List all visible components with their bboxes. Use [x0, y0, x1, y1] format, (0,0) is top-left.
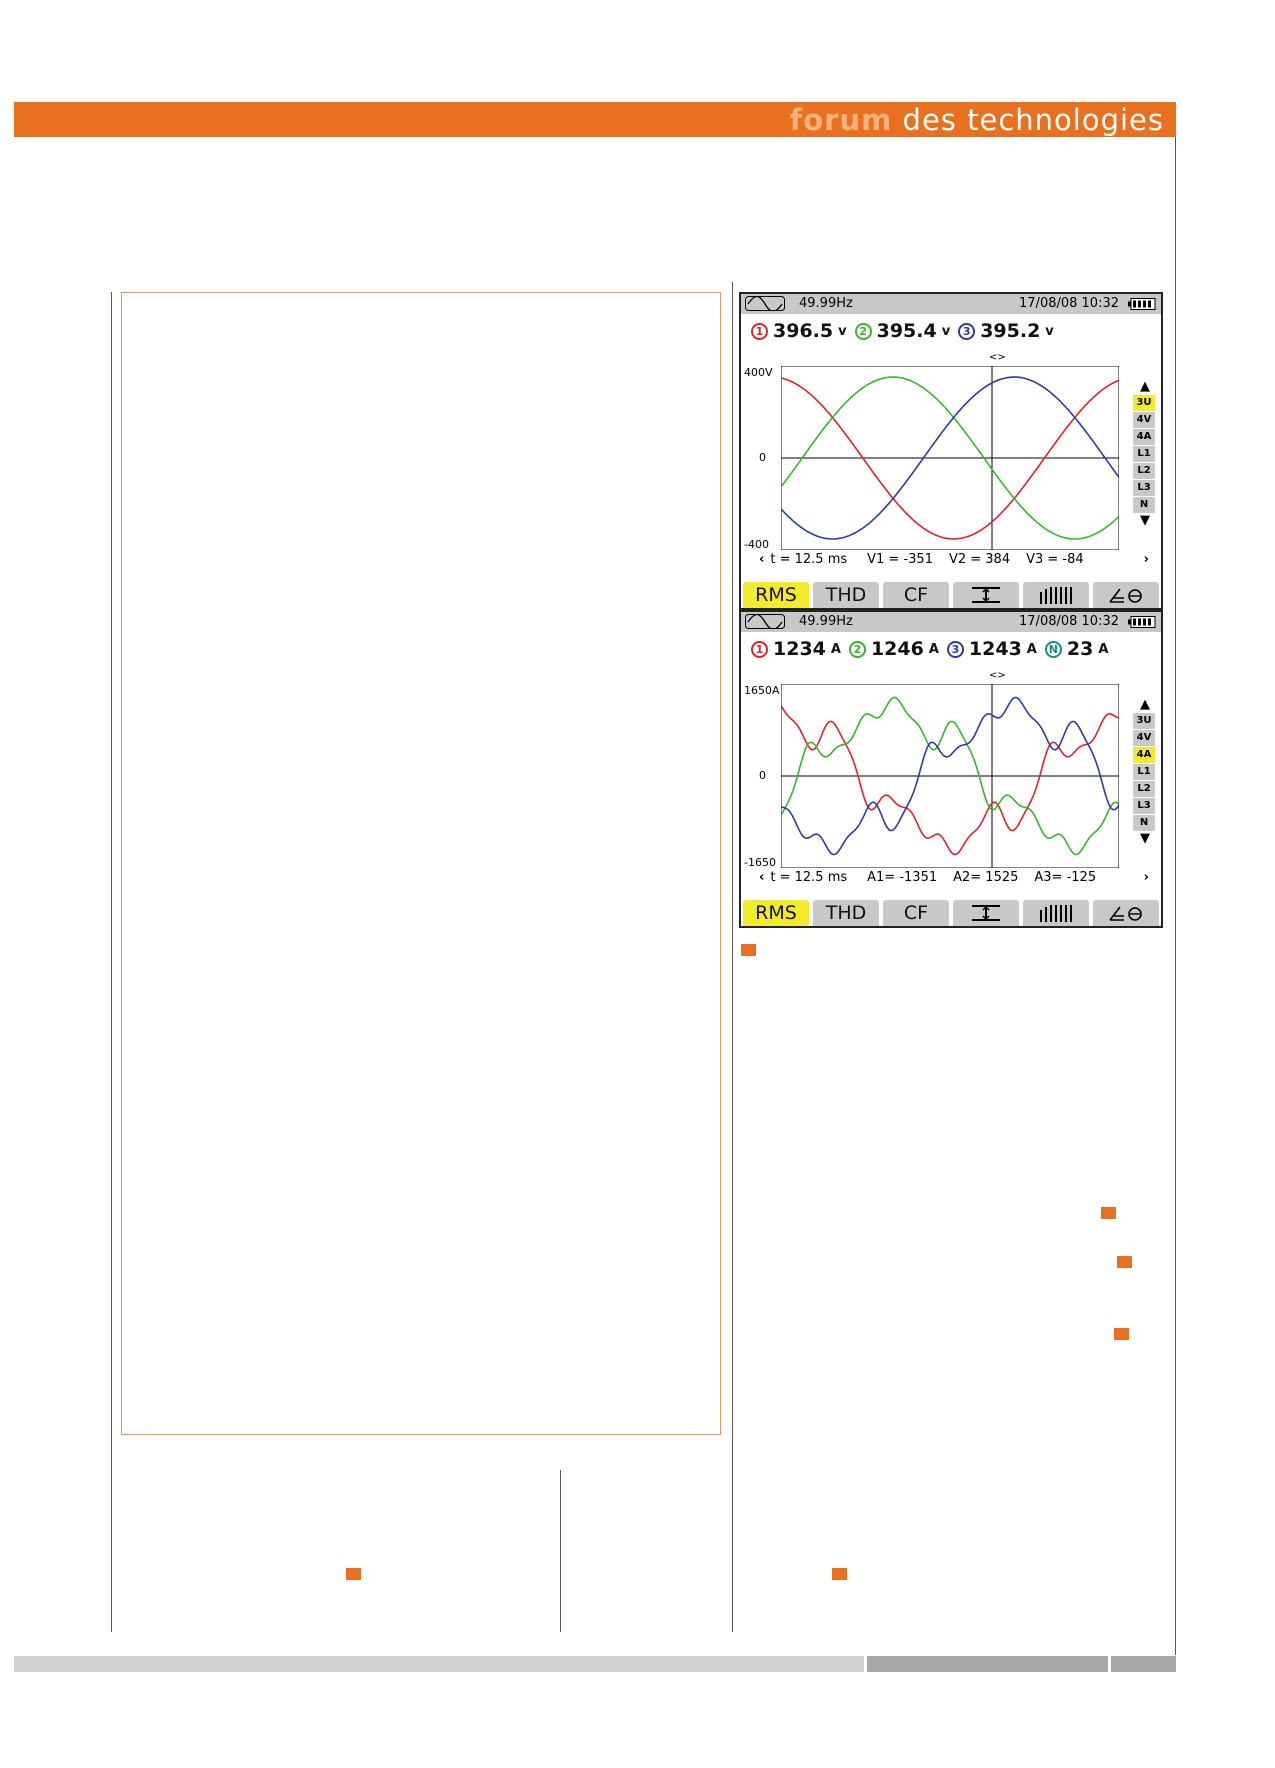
- readings-row: [751, 636, 1116, 662]
- scope-option-l2[interactable]: L2: [1133, 781, 1155, 797]
- phase-reading: [751, 638, 841, 660]
- cursor-value: V3 = -84: [1026, 552, 1084, 567]
- phase-unit: v: [1045, 323, 1054, 339]
- cursor-value: t = 12.5 ms: [770, 870, 848, 885]
- phase-badge: 1: [751, 323, 768, 340]
- datetime: 17/08/08 10:32: [1019, 614, 1119, 629]
- phase-badge: N: [1045, 641, 1062, 658]
- scope-option-l3[interactable]: L3: [1133, 798, 1155, 814]
- phase-reading: [1045, 638, 1109, 660]
- cursor-value: A1= -1351: [867, 870, 938, 885]
- boxed-sidebar: [121, 292, 721, 1435]
- phase-reading: [958, 320, 1054, 342]
- cursor-value: V1 = -351: [867, 552, 933, 567]
- current-waveform-screen: [739, 610, 1163, 928]
- scope-option-4v[interactable]: 4V: [1133, 412, 1155, 428]
- footer-bar-light: [14, 1656, 864, 1672]
- cursor-readout: [759, 870, 1149, 885]
- scope-selector-menu: [1133, 380, 1157, 528]
- scroll-up-icon[interactable]: ▲: [1140, 697, 1150, 712]
- section-title-rest: des technologies: [902, 103, 1164, 137]
- waveform-plot: [781, 684, 1119, 868]
- scope-option-4a[interactable]: 4A: [1133, 747, 1155, 763]
- cursor-value: V2 = 384: [948, 552, 1011, 567]
- scroll-down-icon[interactable]: ▼: [1140, 831, 1150, 846]
- function-keys: [741, 900, 1161, 926]
- y-axis-zero-label: 0: [759, 769, 766, 782]
- end-marker: [346, 1568, 361, 1580]
- zoom-icon[interactable]: [953, 582, 1019, 608]
- end-marker: [1117, 1256, 1132, 1268]
- phase-value: 395.2: [980, 320, 1041, 342]
- frequency: 49.99Hz: [799, 614, 853, 629]
- phase-reading: [849, 638, 939, 660]
- phase-value: 395.4: [876, 320, 937, 342]
- y-axis-top-label: 1650A: [744, 684, 780, 697]
- scope-option-l1[interactable]: L1: [1133, 446, 1155, 462]
- readings-row: [751, 318, 1062, 344]
- phase-reading: [855, 320, 951, 342]
- y-axis-bottom-label: -400: [744, 538, 769, 551]
- datetime: 17/08/08 10:32: [1019, 296, 1119, 311]
- phase-unit: A: [830, 641, 841, 657]
- header-band: [14, 102, 1176, 137]
- status-bar: [741, 294, 1161, 314]
- battery-icon: [1128, 616, 1156, 628]
- scope-option-3u[interactable]: 3U: [1133, 395, 1155, 411]
- y-axis-zero-label: 0: [759, 451, 766, 464]
- phase-badge: 1: [751, 641, 768, 658]
- phase-unit: A: [1026, 641, 1037, 657]
- phase-unit: A: [928, 641, 939, 657]
- zoom-icon[interactable]: [953, 900, 1019, 926]
- fkey-cf[interactable]: CF: [883, 900, 949, 926]
- bargraph-icon[interactable]: [1023, 900, 1089, 926]
- phase-unit: v: [838, 323, 847, 339]
- phase-badge: 2: [855, 323, 872, 340]
- fkey-thd[interactable]: THD: [813, 582, 879, 608]
- waveform-mode-icon: [745, 296, 785, 311]
- section-title-forum: forum: [789, 103, 893, 137]
- voltage-waveform-screen: [739, 292, 1163, 610]
- phase-value: 1246: [870, 638, 924, 660]
- end-marker: [1101, 1207, 1116, 1219]
- waveform-plot: [781, 366, 1119, 550]
- left-column-rule: [111, 292, 112, 1632]
- phase-reading: [751, 320, 847, 342]
- cursor-right-arrow-icon[interactable]: ›: [1143, 552, 1149, 567]
- scope-option-4v[interactable]: 4V: [1133, 730, 1155, 746]
- bargraph-icon[interactable]: [1023, 582, 1089, 608]
- cursor-value: t = 12.5 ms: [770, 552, 848, 567]
- fkey-cf[interactable]: CF: [883, 582, 949, 608]
- end-marker: [832, 1568, 847, 1580]
- cursor-position-icon: <>: [989, 670, 1006, 681]
- status-bar: [741, 612, 1161, 632]
- phase-value: 1234: [773, 638, 826, 660]
- phase-value: 1243: [968, 638, 1022, 660]
- fkey-thd[interactable]: THD: [813, 900, 879, 926]
- cursor-position-icon: <>: [989, 352, 1006, 363]
- right-page-rule: [1175, 137, 1176, 1655]
- phase-unit: v: [941, 323, 951, 339]
- cursor-readout: [759, 552, 1149, 567]
- scope-selector-menu: [1133, 698, 1157, 846]
- end-marker: [1114, 1328, 1129, 1340]
- fkey-rms[interactable]: RMS: [743, 900, 809, 926]
- inner-column-rule: [560, 1470, 561, 1632]
- y-axis-top-label: 400V: [744, 366, 773, 379]
- phasor-icon[interactable]: [1093, 582, 1159, 608]
- cursor-value: A3= -125: [1034, 870, 1097, 885]
- y-axis-bottom-label: -1650: [744, 856, 776, 869]
- scope-option-n[interactable]: N: [1133, 815, 1155, 831]
- cursor-value: A2= 1525: [953, 870, 1019, 885]
- scope-option-4a[interactable]: 4A: [1133, 429, 1155, 445]
- scope-option-l3[interactable]: L3: [1133, 480, 1155, 496]
- scope-option-3u[interactable]: 3U: [1133, 713, 1155, 729]
- phase-badge: 2: [849, 641, 866, 658]
- caption-marker: [741, 944, 756, 956]
- footer-bar-mid: [867, 1656, 1108, 1672]
- cursor-left-arrow-icon[interactable]: ‹: [759, 870, 765, 885]
- phasor-icon[interactable]: [1093, 900, 1159, 926]
- cursor-left-arrow-icon[interactable]: ‹: [759, 552, 765, 567]
- phase-badge: 3: [958, 323, 975, 340]
- function-keys: [741, 582, 1161, 608]
- cursor-right-arrow-icon[interactable]: ›: [1143, 870, 1149, 885]
- fkey-rms[interactable]: RMS: [743, 582, 809, 608]
- section-title: [790, 102, 1164, 137]
- scope-option-n[interactable]: N: [1133, 497, 1155, 513]
- battery-icon: [1128, 298, 1156, 310]
- scroll-down-icon[interactable]: ▼: [1140, 513, 1150, 528]
- phase-value: 23: [1066, 638, 1094, 660]
- scope-option-l2[interactable]: L2: [1133, 463, 1155, 479]
- phase-badge: 3: [947, 641, 964, 658]
- scope-option-l1[interactable]: L1: [1133, 764, 1155, 780]
- waveform-mode-icon: [745, 614, 785, 629]
- scroll-up-icon[interactable]: ▲: [1140, 379, 1150, 394]
- phase-value: 396.5: [773, 320, 834, 342]
- frequency: 49.99Hz: [799, 296, 853, 311]
- phase-reading: [947, 638, 1037, 660]
- middle-column-rule: [732, 282, 733, 1632]
- footer-bar-end: [1111, 1656, 1176, 1672]
- phase-unit: A: [1098, 641, 1109, 657]
